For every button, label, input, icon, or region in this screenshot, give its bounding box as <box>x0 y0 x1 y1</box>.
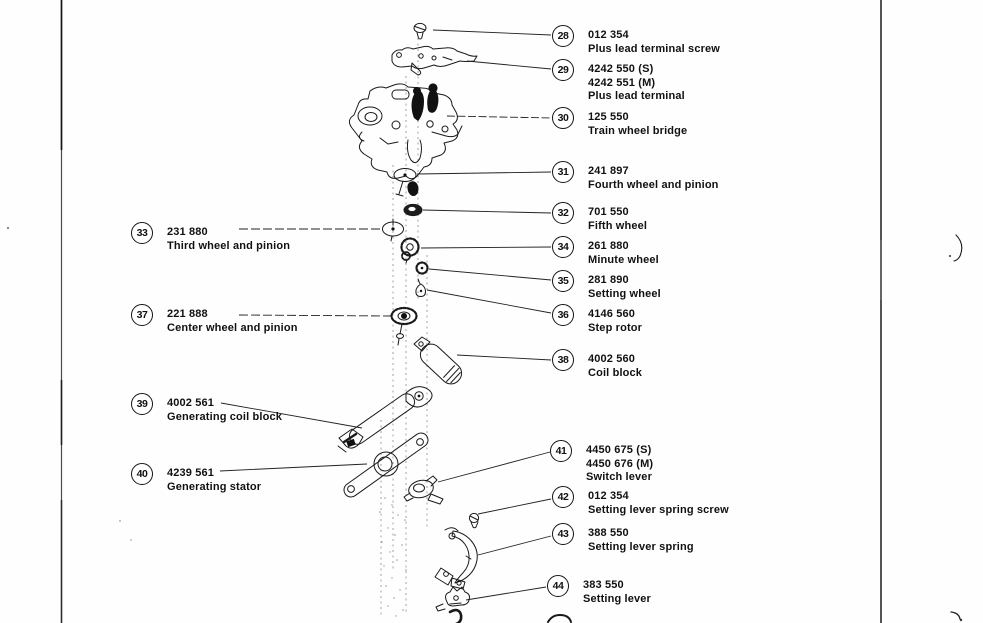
part-name: Plus lead terminal <box>588 90 685 102</box>
part-text-39 <box>167 393 282 424</box>
part-text-30 <box>588 107 687 138</box>
part-label-32 <box>552 202 647 233</box>
part-code: 388 550 <box>588 527 629 539</box>
part-code: 241 897 <box>588 165 629 177</box>
part-name: Setting lever spring <box>588 540 694 553</box>
drawing-step-rotor <box>416 279 426 297</box>
part-name: Setting lever <box>583 592 651 605</box>
part-label-44 <box>547 575 651 606</box>
part-text-28 <box>588 25 720 56</box>
part-text-31 <box>588 161 719 192</box>
part-name: Step rotor <box>588 321 643 334</box>
part-number-badge-29: 29 <box>552 59 574 81</box>
part-name: Fifth wheel <box>588 219 648 232</box>
drawing-plus-lead-terminal <box>392 46 477 75</box>
drawing-setting-lever-spring <box>435 528 477 589</box>
part-name: Minute wheel <box>588 253 659 266</box>
part-name: Setting wheel <box>588 287 661 300</box>
part-text-34 <box>588 236 659 267</box>
part-code: 231 880 <box>167 226 208 238</box>
part-label-41 <box>550 440 653 485</box>
part-code: 221 888 <box>167 308 208 320</box>
part-label-38 <box>552 349 642 380</box>
part-name: Coil block <box>588 366 643 379</box>
part-label-42 <box>552 486 729 517</box>
drawing-switch-lever <box>404 476 443 504</box>
part-number-badge-42: 42 <box>552 486 574 508</box>
part-text-40 <box>167 463 261 494</box>
drawing-partial-bottom-parts <box>450 610 571 623</box>
part-code: 4450 675 (S) <box>586 444 652 456</box>
part-code: 261 880 <box>588 240 629 252</box>
part-label-35 <box>552 270 661 301</box>
part-text-37 <box>167 304 298 335</box>
part-code: 012 354 <box>588 490 629 502</box>
part-code: 4239 561 <box>167 467 215 479</box>
part-name: Train wheel bridge <box>588 124 688 137</box>
part-code: 4242 551 (M) <box>588 76 656 89</box>
part-text-35 <box>588 270 661 301</box>
part-number-badge-31: 31 <box>552 161 574 183</box>
part-number-badge-33: 33 <box>131 222 153 244</box>
part-name: Center wheel and pinion <box>167 321 298 334</box>
part-label-37 <box>131 304 298 335</box>
drawing-plus-lead-terminal-screw <box>414 23 426 39</box>
drawing-fifth-wheel <box>404 204 422 215</box>
part-text-43 <box>588 523 694 554</box>
part-text-41 <box>586 440 653 485</box>
drawing-minute-wheel <box>402 239 419 264</box>
part-label-28 <box>552 25 720 56</box>
part-number-badge-40: 40 <box>131 463 153 485</box>
part-label-36 <box>552 304 642 335</box>
drawing-setting-lever-spring-screw <box>469 513 478 527</box>
part-code: 125 550 <box>588 111 629 123</box>
part-text-36 <box>588 304 642 335</box>
part-code: 012 354 <box>588 29 629 41</box>
part-number-badge-44: 44 <box>547 575 569 597</box>
part-label-40 <box>131 463 261 494</box>
part-text-32 <box>588 202 647 233</box>
part-label-43 <box>552 523 694 554</box>
margin-mark-right-upper <box>949 235 962 261</box>
drawing-generating-coil-block <box>338 387 432 452</box>
part-text-44 <box>583 575 651 606</box>
part-name: Generating coil block <box>167 410 283 423</box>
part-label-39 <box>131 393 282 424</box>
part-number-badge-39: 39 <box>131 393 153 415</box>
part-label-29 <box>552 59 685 104</box>
drawing-setting-lever <box>436 587 470 611</box>
part-code: 4002 560 <box>588 353 636 365</box>
part-code: 4450 676 (M) <box>586 457 654 470</box>
part-number-badge-37: 37 <box>131 304 153 326</box>
part-name: Fourth wheel and pinion <box>588 178 719 191</box>
part-code: 4002 561 <box>167 397 215 409</box>
part-label-34 <box>552 236 659 267</box>
part-label-33 <box>131 222 290 253</box>
part-text-38 <box>588 349 642 380</box>
part-number-badge-35: 35 <box>552 270 574 292</box>
part-label-30 <box>552 107 687 138</box>
part-name: Third wheel and pinion <box>167 239 291 252</box>
part-code: 281 890 <box>588 274 629 286</box>
part-code: 4146 560 <box>588 308 636 320</box>
part-code: 4242 550 (S) <box>588 63 654 75</box>
part-number-badge-32: 32 <box>552 202 574 224</box>
drawing-center-wheel-and-pinion <box>392 308 417 345</box>
part-text-33 <box>167 222 290 253</box>
drawing-coil-block <box>414 337 466 388</box>
part-name: Setting lever spring screw <box>588 503 729 516</box>
drawing-setting-wheel <box>417 263 428 274</box>
part-code: 701 550 <box>588 206 629 218</box>
margin-mark-right-lower <box>951 612 962 621</box>
part-name: Switch lever <box>586 471 652 483</box>
part-code: 383 550 <box>583 579 624 591</box>
part-number-badge-30: 30 <box>552 107 574 129</box>
part-label-31 <box>552 161 719 192</box>
part-number-badge-43: 43 <box>552 523 574 545</box>
part-number-badge-28: 28 <box>552 25 574 47</box>
part-number-badge-38: 38 <box>552 349 574 371</box>
part-name: Plus lead terminal screw <box>588 42 720 55</box>
part-text-29 <box>588 59 685 104</box>
part-number-badge-36: 36 <box>552 304 574 326</box>
part-number-badge-41: 41 <box>550 440 572 462</box>
part-number-badge-34: 34 <box>552 236 574 258</box>
part-name: Generating stator <box>167 480 262 493</box>
part-text-42 <box>588 486 729 517</box>
assembly-axis-lines <box>381 38 427 618</box>
